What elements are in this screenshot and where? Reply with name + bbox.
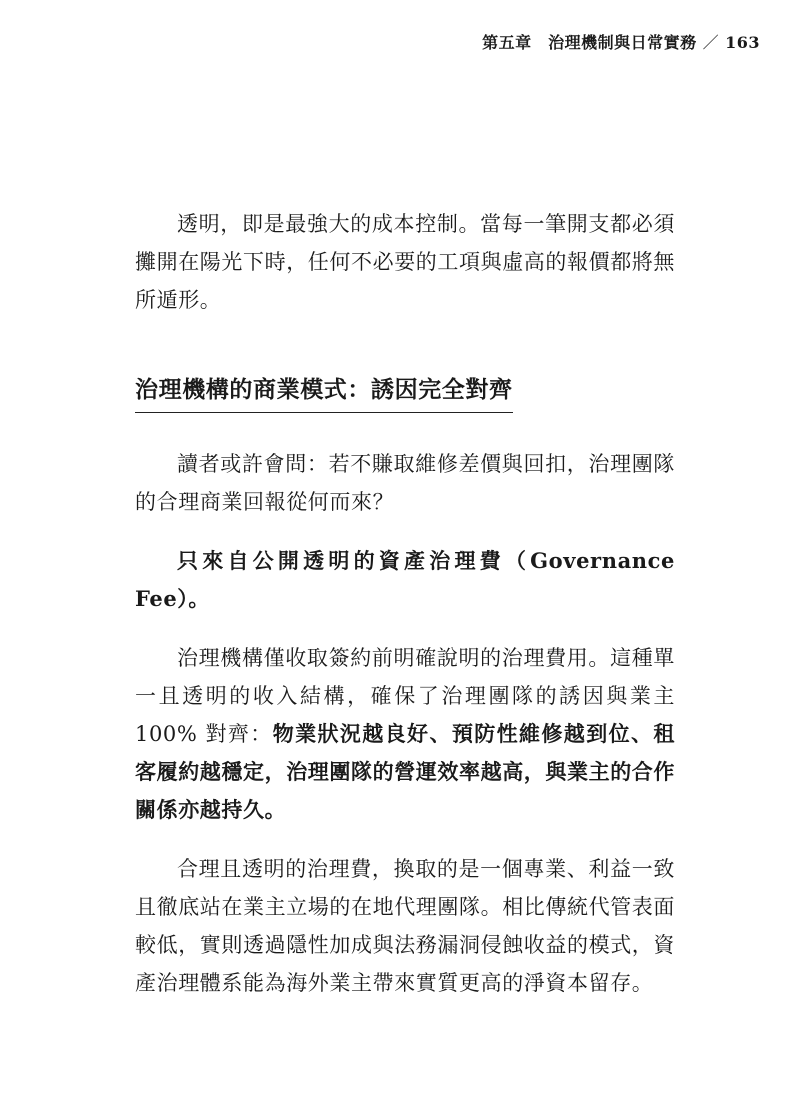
- page-number: 163: [725, 33, 760, 52]
- paragraph-incentive-alignment: [135, 639, 675, 829]
- paragraph-transparency: 透明，即是最強大的成本控制。當每一筆開支都必須攤開在陽光下時，任何不必要的工項與虛高的報價都將無所遁形。: [135, 212, 675, 312]
- paragraph-conclusion: 合理且透明的治理費，換取的是一個專業、利益一致且徹底站在業主立場的在地代理團隊。相比傳統代管表面較低，實則透過隱性加成與法務漏洞侵蝕收益的模式，資產治理體系能為海外業主帶來實質更高的淨資本留存。: [135, 857, 675, 995]
- chapter-title: 第五章 治理機制與日常實務: [482, 33, 697, 52]
- paragraph-incentive-emphasis: 物業狀況越良好、預防性維修越到位、租客履約越穩定，治理團隊的營運效率越高，與業主的合作關係亦越持久。: [135, 721, 675, 822]
- paragraph-reader-question: 讀者或許會問：若不賺取維修差價與回扣，治理團隊的合理商業回報從何而來？: [135, 452, 675, 514]
- header-separator: ／: [702, 33, 720, 52]
- paragraph-governance-fee: 只來自公開透明的資產治理費（Governance Fee）。: [135, 548, 675, 611]
- paragraph-incentive-text: 治理機構僅收取簽約前明確說明的治理費用。這種單一且透明的收入結構，確保了治理團隊的誘因與業主 100% 對齊：: [135, 646, 675, 746]
- section-heading: 治理機構的商業模式：誘因完全對齊: [135, 372, 513, 413]
- running-header: [482, 30, 760, 53]
- page-body: [135, 205, 675, 1023]
